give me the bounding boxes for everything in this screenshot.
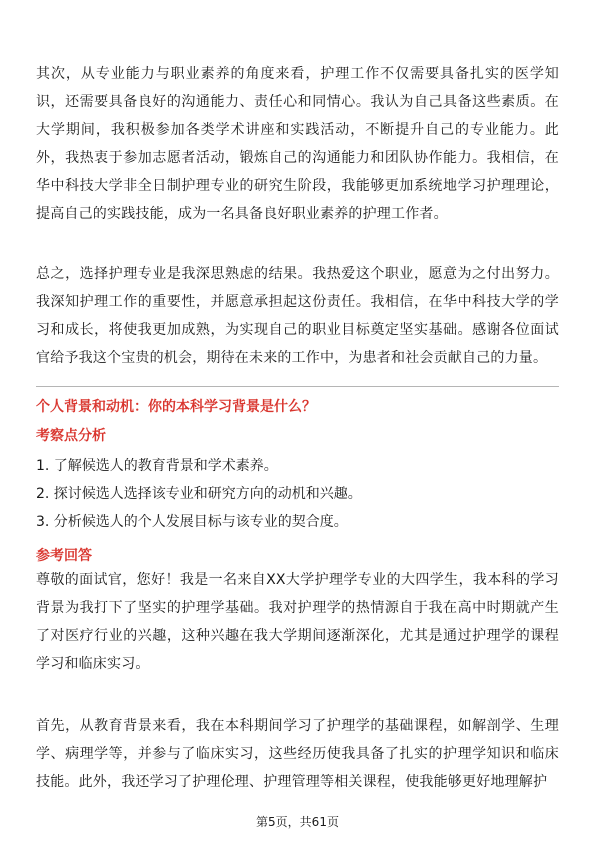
analysis-heading: 考察点分析: [36, 428, 106, 444]
analysis-item: 2. 探讨候选人选择该专业和研究方向的动机和兴趣。: [36, 486, 362, 502]
body-paragraph-1: 其次，从专业能力与职业素养的角度来看，护理工作不仅需要具备扎实的医学知识，还需要具备良好的沟通能力、责任心和同情心。我认为自己具备这些素质。在大学期间，我积极参加各类学术讲座和实践活动，不断提升自己的专业能力。此外，我热衷于参加志愿者活动，锻炼自己的沟通能力和团队协作能力。我相信，在华中科技大学非全日制护理专业的研究生阶段，我能够更加系统地学习护理理论，提高自己的实践技能，成为一名具备良好职业素养的护理工作者。: [36, 66, 559, 222]
analysis-item: 1. 了解候选人的教育背景和学术素养。: [36, 458, 278, 474]
section-divider: [36, 386, 559, 387]
analysis-item: 3. 分析候选人的个人发展目标与该专业的契合度。: [36, 514, 348, 530]
body-paragraph-2: 总之，选择护理专业是我深思熟虑的结果。我热爱这个职业，愿意为之付出努力。我深知护理工作的重要性，并愿意承担起这份责任。我相信，在华中科技大学的学习和成长，将使我更加成熟，为实现自己的职业目标奠定坚实基础。感谢各位面试官给予我这个宝贵的机会，期待在未来的工作中，为患者和社会贡献自己的力量。: [36, 266, 559, 366]
page-footer: 第5页，共61页: [256, 815, 339, 829]
answer-paragraph-2: 首先，从教育背景来看，我在本科期间学习了护理学的基础课程，如解剖学、生理学、病理学等，并参与了临床实习，这些经历使我具备了扎实的护理学知识和临床技能。此外，我还学习了护理伦理、护理管理等相关课程，使我能够更好地理解护: [36, 718, 559, 790]
answer-heading: 参考回答: [36, 548, 92, 564]
analysis-list: [36, 452, 362, 536]
question-title: 个人背景和动机：你的本科学习背景是什么？: [36, 399, 316, 415]
answer-paragraph-1: 尊敬的面试官，您好！我是一名来自XX大学护理学专业的大四学生，我本科的学习背景为我打下了坚实的护理学基础。我对护理学的热情源自于我在高中时期就产生了对医疗行业的兴趣，这种兴趣在我大学期间逐渐深化，尤其是通过护理学的课程学习和临床实习。: [36, 572, 559, 672]
